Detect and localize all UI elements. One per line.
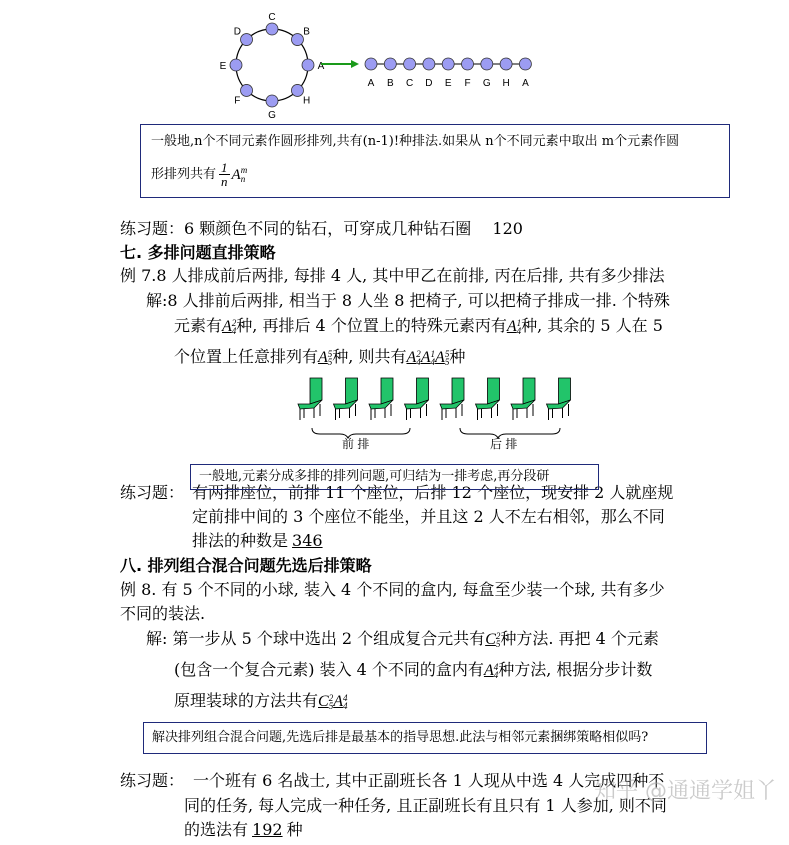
practice-1 [120, 219, 523, 239]
circle-node-g [266, 95, 278, 107]
line-node-6 [481, 58, 493, 70]
formula-A55: A 5 5 [318, 349, 333, 368]
line-node-8 [519, 58, 531, 70]
formula-A-indices [241, 166, 248, 184]
circle-node-a [302, 59, 314, 71]
chair-icon [511, 378, 535, 420]
line-label-4: E [444, 78, 452, 89]
line-arrangement [365, 58, 531, 89]
circle-label-f: F [234, 95, 241, 107]
circle-label-a: A [317, 61, 325, 72]
multi-row-note-box [190, 464, 599, 490]
chairs-row [298, 378, 571, 420]
formula-C52A44: C 2 5 A 4 4 [318, 693, 348, 712]
formula-product: A 2 4 A 1 4 A 5 5 [406, 349, 450, 368]
circle-label-d: D [233, 26, 241, 38]
practice-2-answer: 346 [292, 531, 323, 550]
line-label-1: B [386, 78, 394, 89]
line-label-2: C [405, 78, 414, 89]
multi-row-note-text: 一般地,元素分成多排的排列问题,可归结为一排考虑,再分段研 [199, 469, 550, 484]
section-7-title: 七. 多排问题直排策略 [120, 243, 276, 262]
circle-arrangement [220, 12, 359, 118]
practice-3-label: 练习题： [120, 771, 185, 790]
line-label-6: G [482, 78, 491, 89]
practice-1-text: ：6 颗颜色不同的钻石，可穿成几种钻石圈 [168, 219, 472, 238]
circle-label-b: B [303, 26, 310, 38]
practice-1-label: 练习题 [120, 219, 169, 238]
circle-node-e [230, 59, 242, 71]
back-row-label: 后 排 [490, 437, 518, 451]
line-node-7 [500, 58, 512, 70]
example-7-solution-line-2 [174, 316, 663, 337]
circle-label-g: G [268, 110, 276, 118]
mixed-problem-note-text: 解决排列组合混合问题,先选后排是最基本的指导思想.此法与相邻元素捆绑策略相似吗? [152, 730, 649, 745]
fraction-numerator: 1 [221, 160, 228, 175]
circle-label-e: E [219, 61, 227, 72]
formula-A44: A 4 4 [483, 662, 499, 681]
chair-icon [369, 378, 393, 420]
fraction [219, 161, 230, 188]
chair-icon [298, 378, 322, 420]
circle-node-f [241, 84, 253, 96]
chair-icon [405, 378, 429, 420]
chair-icon [440, 378, 464, 420]
example-7-solution-line-3 [174, 347, 465, 368]
practice-3-line-2: 同的任务, 每人完成一种任务, 且正副班长有且只有 1 人参加, 则不同 [184, 796, 667, 815]
sol3-part-a: 个位置上任意排列有 [174, 347, 319, 366]
line-node-1 [384, 58, 396, 70]
chairs-illustration [290, 376, 590, 456]
chair-icon [547, 378, 571, 420]
circle-node-b [291, 34, 303, 46]
mixed-problem-note-box [143, 722, 707, 754]
formula-A-sup: m [240, 164, 248, 175]
circular-permutation-note-box [140, 124, 730, 198]
chair-icon [334, 378, 358, 420]
line-label-7: H [502, 78, 510, 89]
sol3-part-c: 种 [449, 347, 466, 366]
practice-1-answer: 120 [492, 219, 523, 238]
circle-label-h: H [303, 95, 311, 107]
front-row-label: 前 排 [342, 437, 370, 451]
sol2-part-b: 种, 再排后 4 个位置上的特殊元素丙有 [236, 316, 507, 335]
example-8-solution-line-3: 原理装球的方法共有C 2 5 A 4 4 [174, 691, 348, 712]
circular-permutation-diagram [215, 8, 545, 118]
formula-C52: C 2 5 [485, 631, 501, 650]
formula-A: A [231, 166, 241, 183]
note-line-2 [151, 161, 247, 188]
line-node-0 [365, 58, 377, 70]
line-node-5 [462, 58, 474, 70]
example-7-question: 例 7.8 人排成前后两排, 每排 4 人, 其中甲乙在前排, 丙在后排, 共有多少排法 [120, 266, 665, 285]
arrow-head-icon [351, 60, 359, 68]
practice-3-answer: 192 [252, 820, 283, 839]
line-label-0: A [367, 78, 375, 89]
note-line-1: 一般地,n个不同元素作圆形排列,共有(n-1)!种排法.如果从 n个不同元素中取出 m个元素作圆 [151, 134, 680, 149]
practice-2-line-2: 定前排中间的 3 个座位不能坐，并且这 2 人不左右相邻，那么不同 [192, 507, 665, 526]
sol3-part-b: 种, 则共有 [332, 347, 407, 366]
example-8-question-line-2: 不同的装法. [120, 604, 206, 623]
example-8-solution-line-2: (包含一个复合元素) 装入 4 个不同的盒内有A 4 4 种方法, 根据分步计数 [174, 660, 653, 681]
practice-2-line-1: 有两排座位，前排 11 个座位，后排 12 个座位，现安排 2 人就座规 [192, 483, 674, 502]
practice-3-line-1: 一个班有 6 名战士, 其中正副班长各 1 人现从中选 4 人完成四种不 [193, 771, 665, 790]
line-node-3 [423, 58, 435, 70]
section-8-title: 八. 排列组合混合问题先选后排策略 [120, 556, 372, 575]
circle-node-c [266, 23, 278, 35]
sol2-part-c: 种, 其余的 5 人在 5 [521, 316, 663, 335]
circle-node-h [291, 84, 303, 96]
chair-icon [476, 378, 500, 420]
fraction-denominator: n [221, 174, 228, 189]
line-label-8: A [522, 78, 529, 89]
practice-2-label: 练习题： [120, 483, 185, 502]
formula-A42: A 2 4 [222, 318, 237, 337]
zhihu-watermark: 知乎 @通通学姐丫 [594, 779, 777, 804]
circle-label-c: C [268, 12, 276, 23]
example-7-solution-line-1: 解:8 人排前后两排, 相当于 8 人坐 8 把椅子, 可以把椅子排成一排. 个特殊 [146, 291, 670, 310]
line-node-4 [442, 58, 454, 70]
example-8-question-line-1: 例 8. 有 5 个不同的小球, 装入 4 个不同的盒内, 每盒至少装一个球, 共有多少 [120, 580, 665, 599]
practice-2-line-3: 排法的种数是 346 [192, 531, 327, 551]
sol2-part-a: 元素有 [174, 316, 223, 335]
line-label-5: F [464, 78, 471, 89]
note-line-2-prefix: 形排列共有 [151, 166, 217, 182]
formula-A41: A 1 4 [506, 318, 522, 337]
example-8-solution-line-1: 解: 第一步从 5 个球中选出 2 个组成复合元共有C 2 5 种方法. 再把 4 个元素 [146, 629, 659, 650]
practice-3-line-3: 的选法有 192 种 [184, 820, 303, 839]
line-node-2 [404, 58, 416, 70]
circle-node-d [241, 34, 253, 46]
formula-A-sub: n [240, 173, 246, 184]
line-label-3: D [425, 78, 433, 89]
